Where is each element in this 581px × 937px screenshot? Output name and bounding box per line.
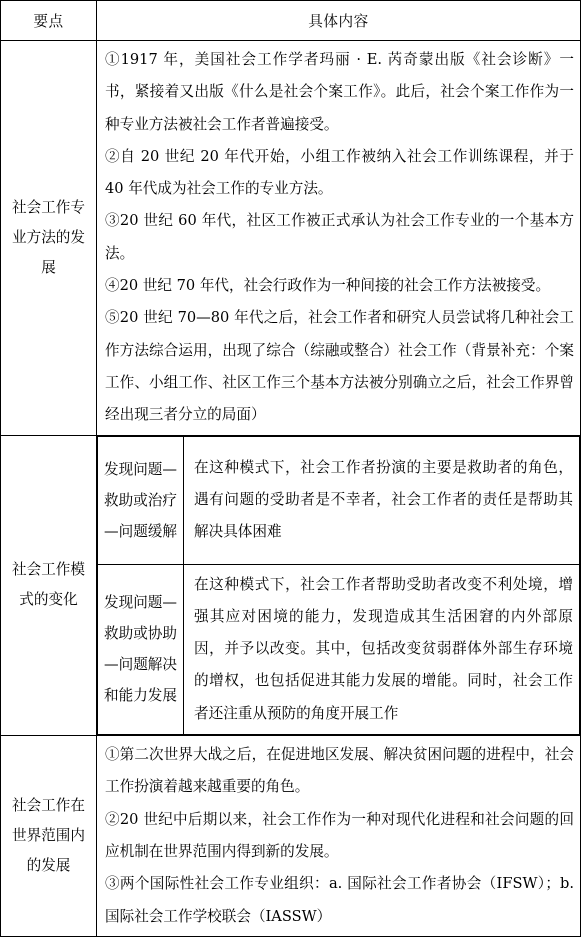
- row-label-global-development: 社会工作在世界范围内的发展: [1, 736, 97, 937]
- header-col-content: 具体内容: [97, 1, 581, 41]
- method-paragraph-5: ⑤20 世纪 70—80 年代之后，社会工作者和研究人员尝试将几种社会工作方法综合运用，出现了综合（综融或整合）社会工作（背景补充：个案工作、小组工作、社区工作三个基本方法被分别确立之后，社会工作界曾经出现三者分立的局面）: [105, 309, 574, 424]
- method-paragraph-1: ①1917 年，美国社会工作学者玛丽 · E. 芮奇蒙出版《社会诊断》一书，紧接着又出版《什么是社会个案工作》。此后，社会个案工作作为一种专业方法被社会工作者普遍接受。: [105, 51, 574, 133]
- global-paragraph-3: ③两个国际性社会工作专业组织：a. 国际社会工作者协会（IFSW）；b. 国际社会工作学校联会（IASSW）: [105, 875, 574, 925]
- header-col-key-points: 要点: [1, 1, 97, 41]
- method-paragraph-3: ③20 世纪 60 年代，社区工作被正式承认为社会工作专业的一个基本方法。: [105, 212, 574, 262]
- method-paragraph-4: ④20 世纪 70 年代，社会行政作为一种间接的社会工作方法被接受。: [105, 277, 551, 295]
- row-global-development: [1, 736, 581, 937]
- model-row-2: [98, 564, 580, 734]
- model-2-title: 发现问题—救助或协助—问题解决和能力发展: [98, 564, 184, 734]
- row-method-development: [1, 41, 581, 436]
- model-change-content: [97, 435, 581, 735]
- global-paragraph-2: ②20 世纪中后期以来，社会工作作为一种对现代化进程和社会问题的回应机制在世界范围内得到新的发展。: [105, 810, 574, 860]
- model-row-1: [98, 436, 580, 564]
- model-subtable: [97, 436, 580, 735]
- global-development-content: [97, 736, 581, 937]
- model-2-description: 在这种模式下，社会工作者帮助受助者改变不利处境，增强其应对困境的能力，发现造成其生活困窘的内外部原因，并予以改变。其中，包括改变贫弱群体外部生存环境的增权，也包括促进其能力发展的增能。同时，社会工作者还注重从预防的角度开展工作: [184, 564, 580, 734]
- method-paragraph-2: ②自 20 世纪 20 年代开始，小组工作被纳入社会工作训练课程，并于 40 年代成为社会工作的专业方法。: [105, 147, 574, 198]
- header-row: [1, 1, 581, 41]
- model-1-title: 发现问题—救助或治疗—问题缓解: [98, 436, 184, 564]
- method-development-content: [97, 41, 581, 436]
- global-paragraph-1: ①第二次世界大战之后，在促进地区发展、解决贫困问题的进程中，社会工作扮演着越来越重要的角色。: [105, 746, 574, 796]
- model-1-description: 在这种模式下，社会工作者扮演的主要是救助者的角色，遇有问题的受助者是不幸者，社会工作者的责任是帮助其解决具体困难: [184, 436, 580, 564]
- row-model-change: [1, 435, 581, 735]
- row-label-model-change: 社会工作模式的变化: [1, 435, 97, 735]
- row-label-method-development: 社会工作专业方法的发展: [1, 41, 97, 436]
